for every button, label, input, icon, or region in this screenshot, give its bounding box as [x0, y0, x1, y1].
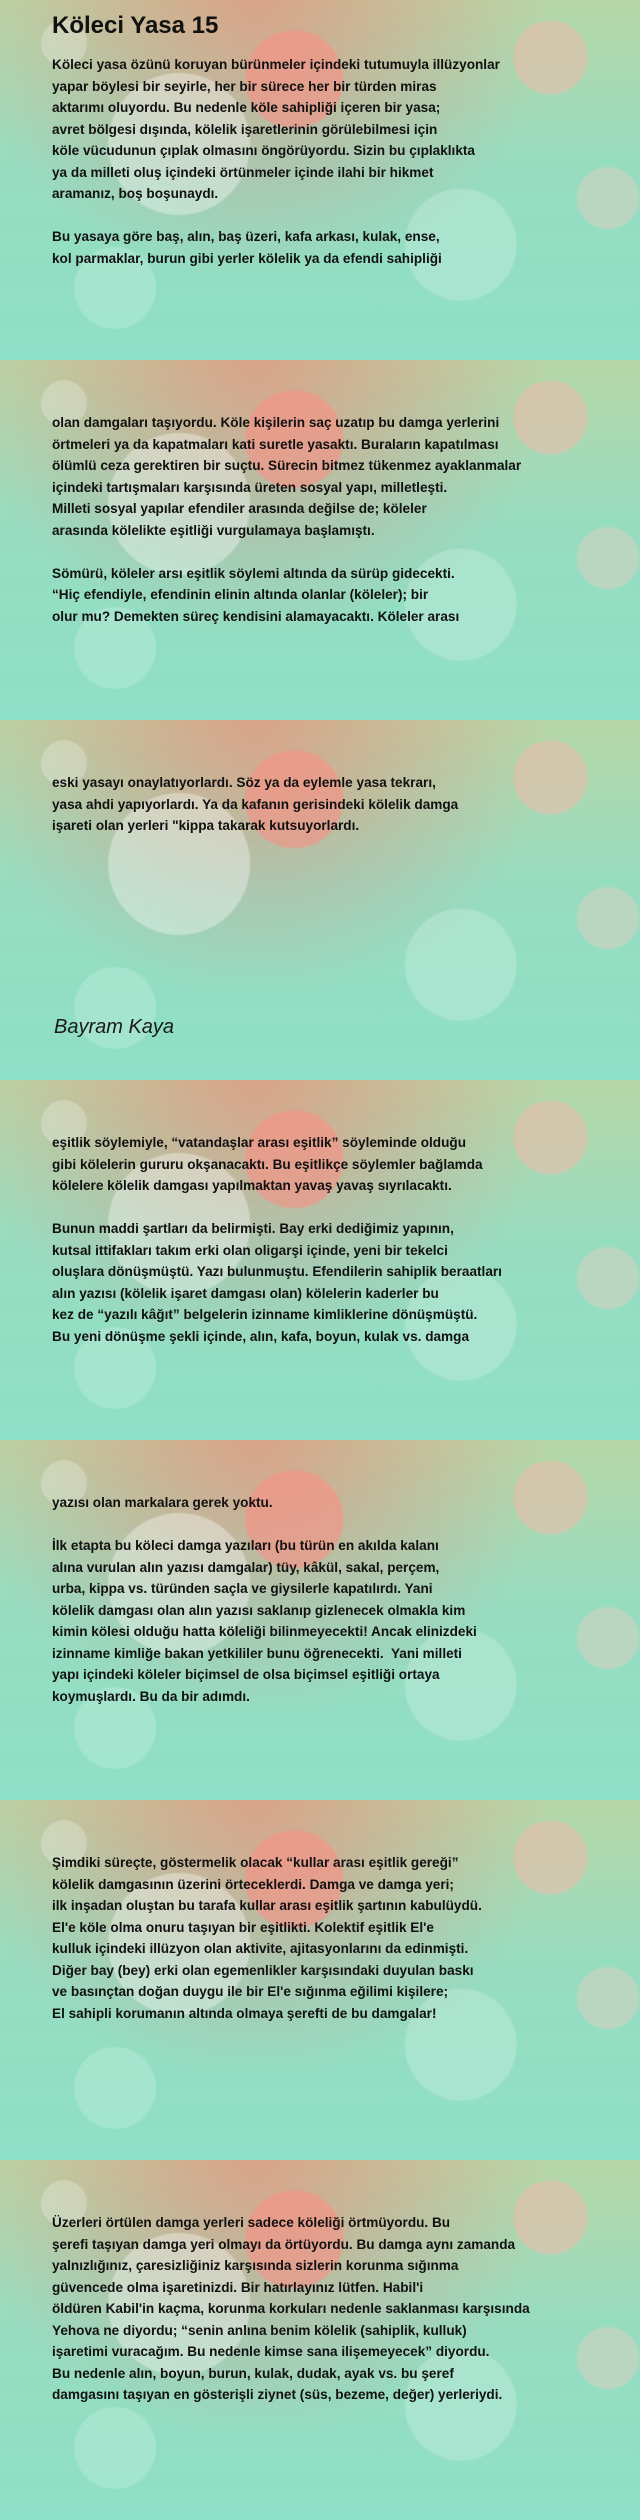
panel-6: [0, 1800, 640, 2160]
author-signature: Bayram Kaya: [54, 1016, 175, 1038]
paragraph-gap: [52, 541, 630, 563]
text-line: güvencede olma işaretinizdi. Bir hatırlayınız lütfen. Habil'i: [52, 2279, 424, 2295]
panel-4: [0, 1080, 640, 1440]
text-line: Bu yeni dönüşme şekli içinde, alın, kafa, boyun, kulak vs. damga: [52, 1328, 470, 1344]
text-line: El sahipli korumanın altında olmaya şerefti de bu damgalar!: [52, 2005, 437, 2021]
text-line: koymuşlardı. Bu da bir adımdı.: [52, 1688, 250, 1704]
text-line: ilk inşadan oluştan bu tarafa kullar arası eşitlik şartının kabulüydü.: [52, 1898, 482, 1913]
text-line: urba, kippa vs. türünden saçla ve giysilerle kapatılırdı. Yani: [52, 1581, 433, 1596]
text-line: aktarımı oluyordu. Bu nedenle köle sahipliği içeren bir yasa;: [52, 100, 441, 115]
text-line: İlk etapta bu köleci damga yazıları (bu türün en akılda kalanı: [52, 1538, 439, 1553]
text-line: ya da milleti oluş içindeki örtünmeler içinde ilahi bir hikmet: [52, 164, 434, 180]
text-line: olur mu? Demekten süreç kendisini alamayacaktı. Köleler arası: [52, 608, 460, 624]
text-line: şerefi taşıyan damga yeri olmayı da örtüyordu. Bu damga aynı zamanda: [52, 2236, 516, 2252]
text-line: ölümlü ceza gerektiren bir suçtu. Sürecin bitmez tükenmez ayaklanmalar: [52, 458, 522, 473]
text-line: işaretimi vuracağım. Bu nedenle kimse sana ilişemeyecek” diyordu.: [52, 2344, 490, 2359]
text-line: kutsal ittifakları takım erki olan oligarşi içinde, yeni bir tekelci: [52, 1242, 448, 1258]
text-line: yalnızlığınız, çaresizliğiniz karşısında sizlerin korunma sığınma: [52, 2258, 459, 2273]
text-line: eşitlik söylemiyle, “vatandaşlar arası eşitlik” söyleminde olduğu: [52, 1135, 467, 1150]
poem-title: Köleci Yasa 15: [52, 12, 219, 39]
text-line: kölelere kölelik damgası yapılmaktan yavaş yavaş sıyrılacaktı.: [52, 1178, 452, 1193]
text-line: işareti olan yerleri "kippa takarak kutsuyorlardı.: [52, 818, 360, 833]
text-line: Milleti sosyal yapılar efendiler arasında değilse de; köleler: [52, 501, 427, 516]
text-line: damgasını taşıyan en gösterişli ziynet (süs, bezeme, değer) yerleriydi.: [52, 2387, 503, 2402]
panel-text: [52, 1852, 630, 2024]
text-line: alın yazısı (kölelik işaret damgası olan) kölelerin kaderler bu: [52, 1285, 439, 1301]
panel-5: [0, 1440, 640, 1800]
text-line: yasa ahdi yapıyorlardı. Ya da kafanın gerisindeki kölelik damga: [52, 796, 459, 812]
text-line: yazısı olan markalara gerek yoktu.: [52, 1495, 273, 1510]
panel-text: [52, 1492, 630, 1707]
text-line: Üzerleri örtülen damga yerleri sadece köleliği örtmüyordu. Bu: [52, 2215, 451, 2230]
panel-text: [52, 1132, 630, 1347]
text-line: Bu nedenle alın, boyun, burun, kulak, dudak, ayak vs. bu şeref: [52, 2365, 454, 2381]
panel-text: [52, 2212, 630, 2406]
text-line: Şimdiki süreçte, göstermelik olacak “kullar arası eşitlik gereği”: [52, 1855, 459, 1870]
text-line: kölelik damgasının üzerini örteceklerdi. Damga ve damga yeri;: [52, 1876, 454, 1892]
text-line: kimin kölesi olduğu hatta köleliği bilinmeyecekti! Ancak elinizdeki: [52, 1624, 477, 1639]
text-line: kulluk içindeki illüzyon olan aktivite, ajitasyonlarını da edinmişti.: [52, 1941, 469, 1956]
text-line: gibi kölelerin gururu okşanacaktı. Bu eşitlikçe söylemler bağlamda: [52, 1156, 483, 1172]
text-line: El'e köle olma onuru taşıyan bir eşitlikti. Kolektif eşitlik El'e: [52, 1919, 434, 1935]
text-line: avret bölgesi dışında, kölelik işaretlerinin görülebilmesi için: [52, 121, 438, 137]
panel-7: [0, 2160, 640, 2520]
text-line: örtmeleri ya da kapatmaları kati suretle yasaktı. Buraların kapatılması: [52, 436, 499, 452]
text-line: yapı içindeki köleler biçimsel de olsa biçimsel eşitliği ortaya: [52, 1667, 440, 1682]
paragraph-gap: [52, 1197, 630, 1219]
text-line: oluşlara dönüşmüştü. Yazı bulunmuştu. Efendilerin sahiplik beraatları: [52, 1264, 502, 1279]
text-line: Diğer bay (bey) erki olan egemenlikler karşısındaki duyulan baskı: [52, 1962, 474, 1978]
text-line: öldüren Kabil'in kaçma, korunma korkuları nedenle saklanması karşısında: [52, 2301, 530, 2316]
text-line: eski yasayı onaylatıyorlardı. Söz ya da eylemle yasa tekrarı,: [52, 775, 436, 790]
panel-2: [0, 360, 640, 720]
text-line: içindeki tartışmaları karşısında üreten sosyal yapı, milletleşti.: [52, 479, 448, 495]
text-line: olan damgaları taşıyordu. Köle kişilerin saç uzatıp bu damga yerlerini: [52, 415, 500, 430]
text-line: izinname kimliğe bakan yetkililer bunu öğrenecekti. Yani milleti: [52, 1645, 462, 1661]
text-line: Bunun maddi şartları da belirmişti. Bay erki dediğimiz yapının,: [52, 1221, 454, 1236]
text-line: Yehova ne diyordu; “senin anlına benim kölelik (sahiplik, kulluk): [52, 2322, 467, 2338]
panel-text: [52, 412, 630, 627]
text-line: “Hiç efendiyle, efendinin elinin altında olanlar (köleler); bir: [52, 587, 429, 602]
text-line: alına vurulan alın yazısı damgalar) tüy, kâkül, sakal, perçem,: [52, 1559, 440, 1575]
text-line: kölelik damgası olan alın yazısı saklanıp gizlenecek olmakla kim: [52, 1602, 466, 1618]
paragraph-gap: [52, 205, 630, 227]
text-line: Sömürü, köleler arsı eşitlik söylemi altında da sürüp gidecekti.: [52, 565, 455, 581]
text-line: kol parmaklar, burun gibi yerler kölelik ya da efendi sahipliği: [52, 250, 442, 266]
text-line: köle vücudunun çıplak olmasını öngörüyordu. Sizin bu çıplaklıkta: [52, 143, 475, 158]
panel-1: [0, 0, 640, 360]
panel-text: [52, 54, 630, 269]
panel-text: [52, 772, 630, 837]
text-line: aramanız, boş boşunaydı.: [52, 186, 219, 201]
text-line: Bu yasaya göre baş, alın, baş üzeri, kafa arkası, kulak, ense,: [52, 229, 440, 244]
text-line: arasında kölelikte eşitliği vurgulamaya başlamıştı.: [52, 522, 375, 538]
text-line: yapar böylesi bir seyirle, her bir sürece her bir türden miras: [52, 78, 437, 94]
paragraph-gap: [52, 1514, 630, 1536]
text-line: Köleci yasa özünü koruyan bürünmeler içindeki tutumuyla illüzyonlar: [52, 57, 500, 72]
panel-3: [0, 720, 640, 1080]
text-line: kez de “yazılı kâğıt” belgelerin izinname kimliklerine dönüşmüştü.: [52, 1307, 478, 1322]
text-line: ve basınçtan doğan duygu ile bir El'e sığınma eğilimi kişilere;: [52, 1984, 449, 1999]
